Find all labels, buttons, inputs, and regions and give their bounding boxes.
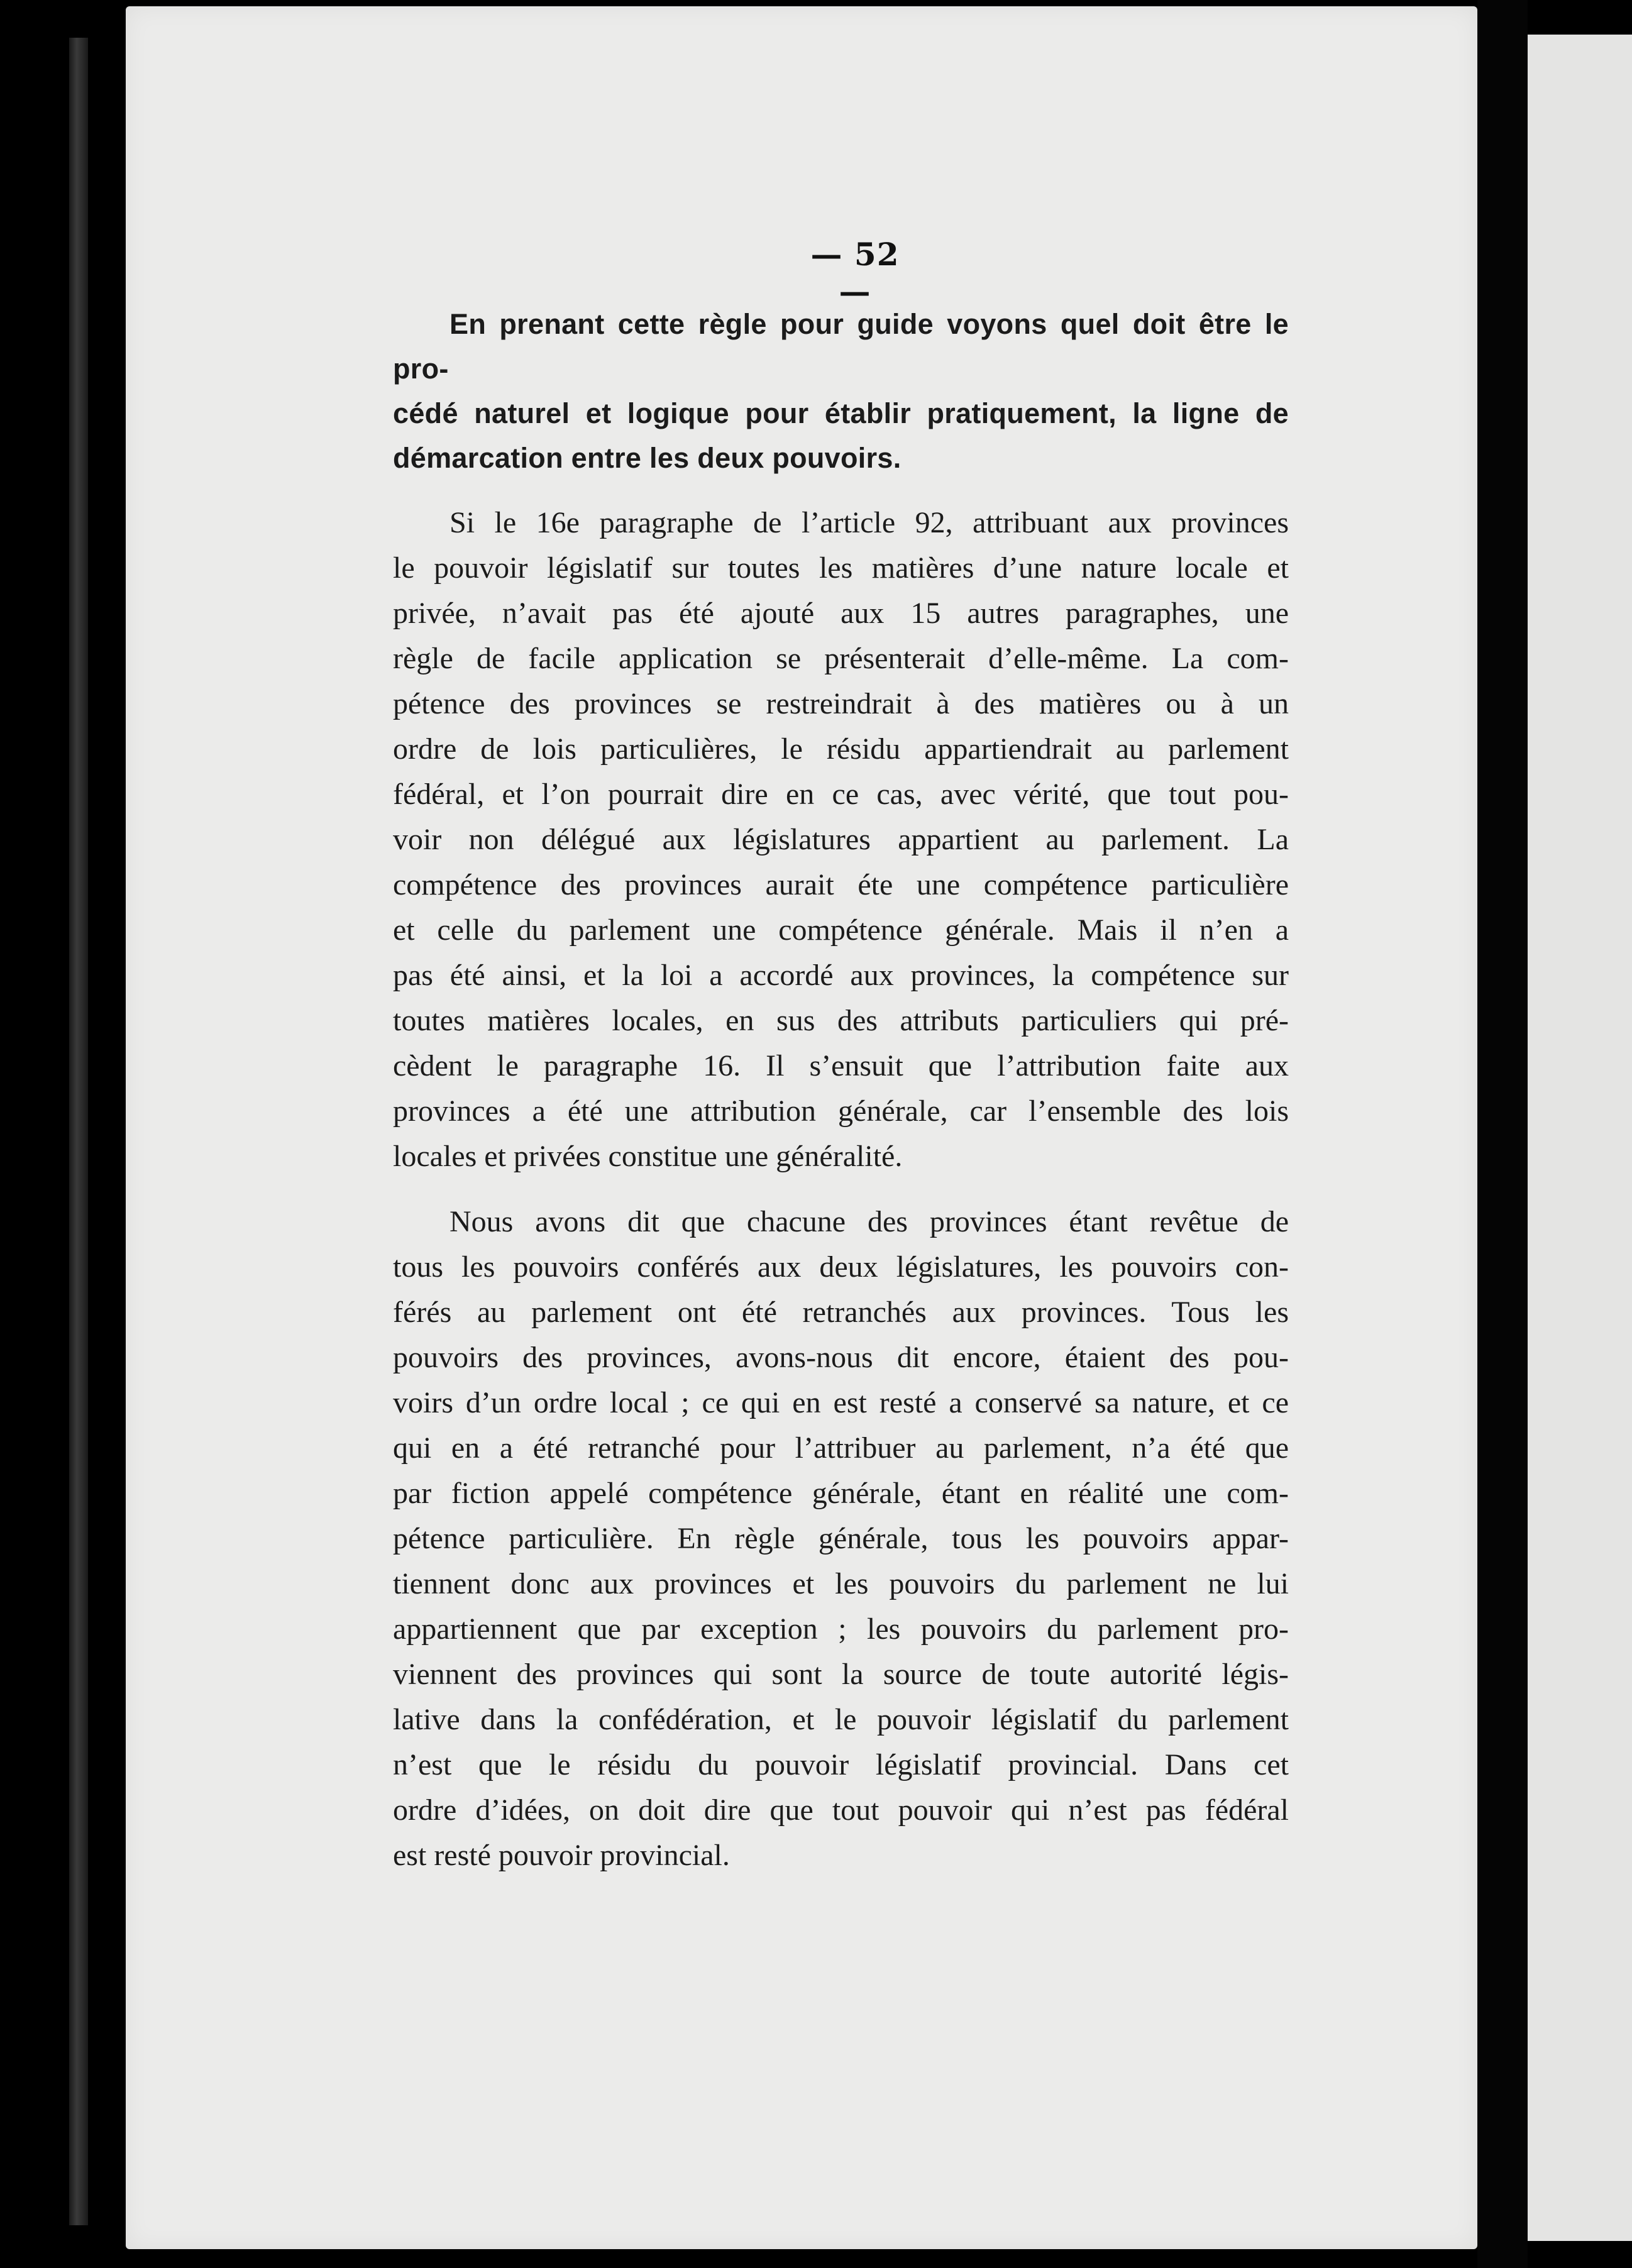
text-line: règle de facile application se présenterait d’elle-même. La com-: [393, 642, 1289, 675]
text-line: le pouvoir législatif sur toutes les matières d’une nature locale et: [393, 551, 1289, 585]
text-line: démarcation entre les deux pouvoirs.: [393, 442, 901, 474]
text-line: privée, n’avait pas été ajouté aux 15 autres paragraphes, une: [393, 597, 1289, 630]
text-line: pas été ainsi, et la loi a accordé aux provinces, la compétence sur: [393, 959, 1289, 992]
text-line: cédé naturel et logique pour établir pratiquement, la ligne de: [393, 397, 1289, 429]
text-line: provinces a été une attribution générale, car l’ensemble des lois: [393, 1094, 1289, 1128]
text-line: et celle du parlement une compétence générale. Mais il n’en a: [393, 913, 1289, 947]
text-line: tiennent donc aux provinces et les pouvoirs du parlement ne lui: [393, 1567, 1289, 1600]
text-line: Si le 16e paragraphe de l’article 92, attribuant aux provinces: [449, 506, 1289, 539]
text-line: cèdent le paragraphe 16. Il s’ensuit que l’attribution faite aux: [393, 1049, 1289, 1082]
text-line: qui en a été retranché pour l’attribuer au parlement, n’a été que: [393, 1431, 1289, 1465]
text-line: appartiennent que par exception ; les pouvoirs du parlement pro-: [393, 1612, 1289, 1646]
text-line: toutes matières locales, en sus des attributs particuliers qui pré-: [393, 1004, 1289, 1037]
text-line: férés au parlement ont été retranchés aux provinces. Tous les: [393, 1296, 1289, 1329]
text-line: voir non délégué aux législatures appartient au parlement. La: [393, 823, 1289, 856]
binding-edge: [69, 38, 88, 2225]
text-line: voirs d’un ordre local ; ce qui en est resté a conservé sa nature, et ce: [393, 1386, 1289, 1419]
text-line: est resté pouvoir provincial.: [393, 1839, 730, 1872]
text-line: Nous avons dit que chacune des provinces étant revêtue de: [449, 1205, 1289, 1238]
text-line: pouvoirs des provinces, avons-nous dit encore, étaient des pou-: [393, 1341, 1289, 1374]
text-line: tous les pouvoirs conférés aux deux législatures, les pouvoirs con-: [393, 1250, 1289, 1284]
text-line: locales et privées constitue une généralité.: [393, 1140, 903, 1173]
text-line: fédéral, et l’on pourrait dire en ce cas, avec vérité, que tout pou-: [393, 778, 1289, 811]
text-line: compétence des provinces aurait éte une compétence particulière: [393, 868, 1289, 901]
adjacent-page-edge: [1528, 35, 1632, 2241]
text-line: lative dans la confédération, et le pouvoir législatif du parlement: [393, 1703, 1289, 1736]
page-gutter: [1477, 0, 1528, 2268]
text-line: pétence des provinces se restreindrait à des matières ou à un: [393, 687, 1289, 720]
text-line: par fiction appelé compétence générale, étant en réalité une com-: [393, 1477, 1289, 1510]
text-line: ordre d’idées, on doit dire que tout pouvoir qui n’est pas fédéral: [393, 1793, 1289, 1827]
paragraph-1: [393, 302, 1289, 480]
text-line: pétence particulière. En règle générale, tous les pouvoirs appar-: [393, 1522, 1289, 1555]
text-line: ordre de lois particulières, le résidu appartiendrait au parlement: [393, 732, 1289, 766]
paragraph-2: [393, 500, 1289, 1179]
paragraph-3: [393, 1199, 1289, 1878]
body-text: [393, 302, 1289, 1878]
page-number: — 52 —: [810, 236, 900, 310]
text-line: En prenant cette règle pour guide voyons quel doit être le pro-: [393, 308, 1289, 385]
text-line: viennent des provinces qui sont la source de toute autorité légis-: [393, 1658, 1289, 1691]
text-line: n’est que le résidu du pouvoir législatif provincial. Dans cet: [393, 1748, 1289, 1781]
